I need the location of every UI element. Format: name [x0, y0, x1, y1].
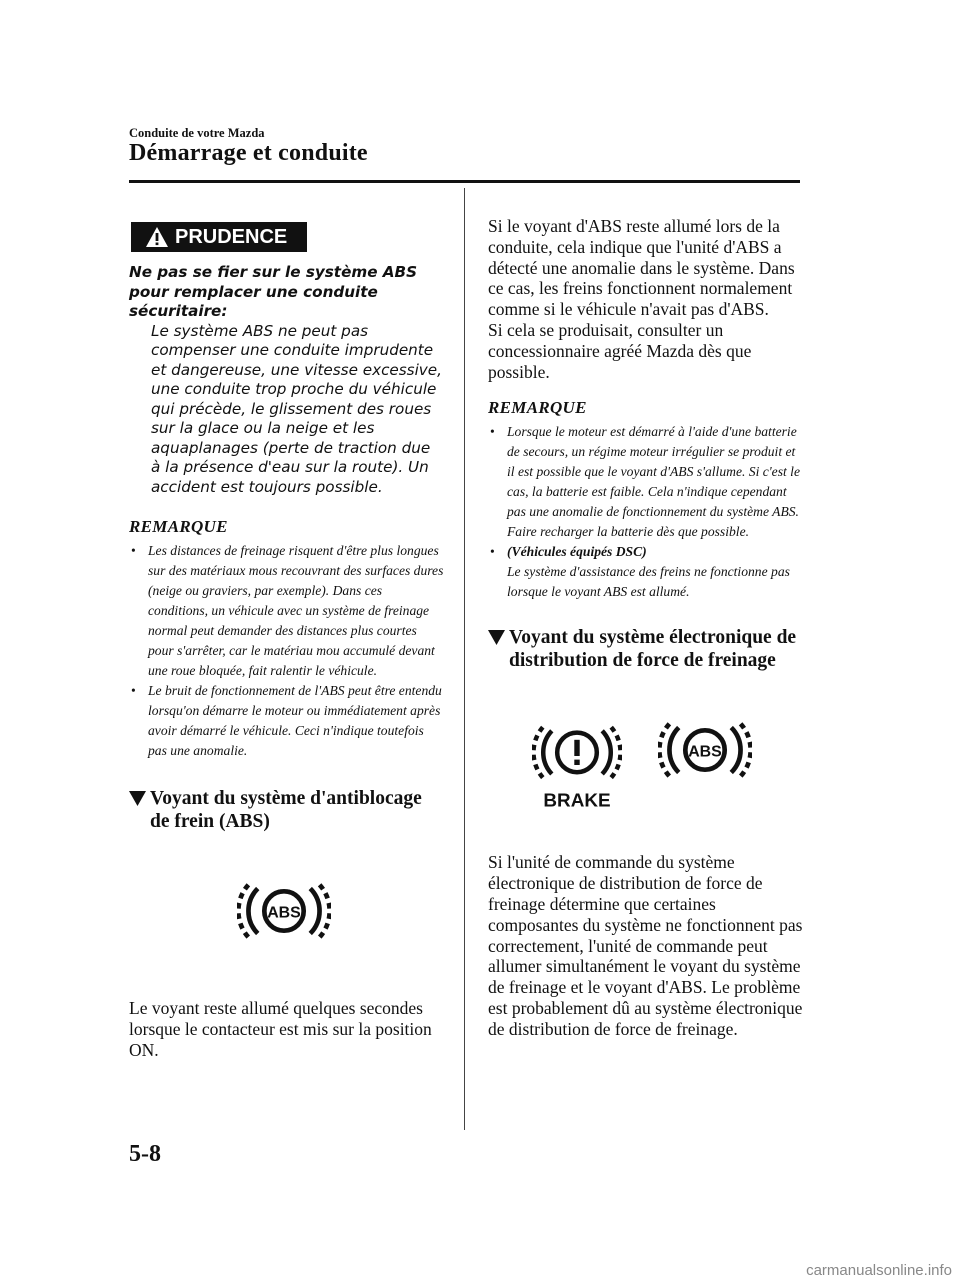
down-triangle-icon — [488, 630, 505, 645]
abs-warning-light — [129, 833, 444, 998]
caution-body: Le système ABS ne peut pas compenser une conduite imprudente et dangereuse, une vitesse excessive, une conduite trop proche du véhicule qui précède, le glissement des roues sur la glace ou la neige et les aquaplanages (perte de traction due à la présence d'eau sur la route). Un accident est toujours possible. — [151, 321, 442, 496]
list-item: • Le bruit de fonctionnement de l'ABS peut être entendu lorsqu'on démarre le moteur ou immédiatement après avoir démarré le véhicule. Ceci n'indique toutefois pas une anomalie. — [131, 683, 442, 758]
remarque-heading: REMARQUE — [488, 398, 587, 418]
header-rule — [129, 180, 800, 183]
abs-icon — [237, 881, 331, 941]
remarque-heading: REMARQUE — [129, 517, 228, 536]
brake-warning-icon — [532, 720, 622, 810]
ebd-warning-lights — [488, 672, 806, 852]
section-heading-ebd: Voyant du système électronique de distribution de force de freinage — [488, 626, 806, 672]
left-column — [129, 222, 444, 1060]
abs-intro-paragraph-2: Si cela se produisait, consulter un concessionnaire agréé Mazda dès que possible. — [488, 319, 752, 382]
abs-icon-text: ABS — [267, 904, 301, 922]
ebd-body-text: Si l'unité de commande du système électronique de distribution de force de freinage détermine que certaines composantes du système ne fonctionnent pas correctement, l'unité de commande peut allumer simultanément le voyant du système de freinage et le voyant d'ABS. Le problème est probablement dû au système électronique de distribution de force de freinage. — [488, 852, 803, 1039]
section-subtitle: Conduite de votre Mazda — [129, 126, 265, 140]
abs-intro-paragraph-1: Si le voyant d'ABS reste allumé lors de la conduite, cela indique que l'unité d'ABS a détecté une anomalie dans le système. Dans ce cas, les freins fonctionnent normalement comme si le véhicule n'avait pas d'ABS. — [488, 216, 795, 320]
warning-triangle-icon — [145, 226, 169, 248]
abs-icon-text: ABS — [688, 743, 722, 761]
remarque-list — [129, 541, 444, 761]
caution-label: PRUDENCE — [175, 225, 288, 248]
column-divider — [464, 188, 465, 1130]
right-column — [488, 216, 806, 1040]
remarque-list — [488, 422, 806, 602]
list-item: • Les distances de freinage risquent d'être plus longues sur des matériaux mous recouvrant des surfaces dures (neige ou graviers, par exemple). Dans ces conditions, un véhicule avec un système de freinage normal peut demander des distances plus courtes pour s'arrêter, car le matériau mou accumulé devant une roue bloquée, fait ralentir le véhicule. — [131, 543, 444, 678]
caution-badge — [131, 222, 307, 252]
section-heading-abs: Voyant du système d'antiblocage de frein (ABS) — [129, 787, 444, 833]
list-item: • Lorsque le moteur est démarré à l'aide d'une batterie de secours, un régime moteur irrégulier se produit et il est possible que le voyant d'ABS s'allume. Si c'est le cas, la batterie est faible. Cela n'indique cependant pas une anomalie de fonctionnement du système ABS. Faire recharger la batterie dès que possible. — [490, 424, 800, 540]
list-item: • (Véhicules équipés DSC) Le système d'assistance des freins ne fonctionne pas lorsque le voyant ABS est allumé. — [490, 544, 790, 600]
abs-icon — [658, 720, 752, 780]
brake-icon-text: BRAKE — [543, 790, 611, 811]
watermark: carmanualsonline.info — [806, 1262, 952, 1279]
page-title: Démarrage et conduite — [129, 140, 368, 166]
abs-body-text: Le voyant reste allumé quelques secondes lorsque le contacteur est mis sur la position ON. — [129, 998, 432, 1060]
caution-lead: Ne pas se fier sur le système ABS pour remplacer une conduite sécuritaire: — [129, 263, 418, 320]
down-triangle-icon — [129, 791, 146, 806]
page-number: 5-8 — [129, 1141, 161, 1167]
